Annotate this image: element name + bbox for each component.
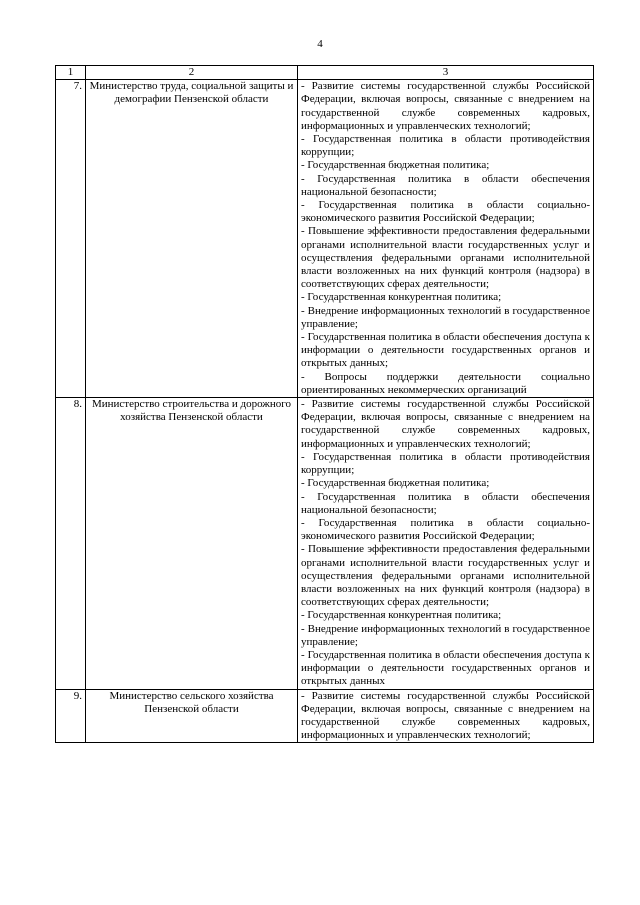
list-item: - Повышение эффективности предоставления федеральными органами исполнительной власти государственных услуг и осуществления федеральными органами исполнительной власти возложенных на них функций контроля (надзора) в соответствующих сферах деятельности; xyxy=(301,543,590,609)
header-col-3: 3 xyxy=(298,66,594,80)
list-item: - Государственная политика в области обеспечения национальной безопасности; xyxy=(301,172,590,198)
list-item: - Государственная конкурентная политика; xyxy=(301,609,502,622)
list-item: - Государственная политика в области обеспечения доступа к информации о деятельности государственных органов и открытых данных; xyxy=(301,331,590,370)
list-item: - Государственная политика в области социально-экономического развития Российской Федерации; xyxy=(301,199,590,225)
table-row xyxy=(56,689,594,743)
row-number: 8. xyxy=(56,398,86,689)
list-item: - Государственная бюджетная политика; xyxy=(301,477,490,490)
row-number: 9. xyxy=(56,689,86,743)
list-item: - Государственная бюджетная политика; xyxy=(301,159,490,172)
list-item: - Внедрение информационных технологий в государственное управление; xyxy=(301,304,590,330)
list-item: - Развитие системы государственной службы Российской Федерации, включая вопросы, связанные с внедрением на государственной службе современных кадровых, информационных и управленческих технологий; xyxy=(301,80,590,132)
list-item: - Развитие системы государственной службы Российской Федерации, включая вопросы, связанные с внедрением на государственной службе современных кадровых, информационных и управленческих технологий; xyxy=(301,689,590,742)
responsibilities-cell xyxy=(298,689,594,743)
responsibilities-cell xyxy=(298,398,594,689)
organization-name: Министерство строительства и дорожного хозяйства Пензенской области xyxy=(86,398,298,689)
list-item: - Повышение эффективности предоставления федеральными органами исполнительной власти государственных услуг и осуществления федеральными органами исполнительной власти возложенных на них функций контроля (надзора) в соответствующих сферах деятельности; xyxy=(301,225,590,291)
list-item: - Вопросы поддержки деятельности социально ориентированных некоммерческих организаций xyxy=(301,370,590,396)
page-number: 4 xyxy=(317,38,323,50)
header-row xyxy=(56,66,594,80)
list-item: - Государственная политика в области обеспечения доступа к информации о деятельности государственных органов и открытых данных xyxy=(301,648,590,688)
organization-name: Министерство сельского хозяйства Пензенской области xyxy=(86,689,298,743)
list-item: - Государственная политика в области противодействия коррупции; xyxy=(301,133,590,159)
list-item: - Государственная конкурентная политика; xyxy=(301,291,502,304)
list-item: - Внедрение информационных технологий в государственное управление; xyxy=(301,622,590,648)
organization-name: Министерство труда, социальной защиты и демографии Пензенской области xyxy=(86,80,298,398)
list-item: - Государственная политика в области обеспечения национальной безопасности; xyxy=(301,490,590,516)
list-item: - Государственная политика в области социально-экономического развития Российской Федерации; xyxy=(301,516,590,543)
responsibilities-cell xyxy=(298,80,594,398)
list-item: - Развитие системы государственной службы Российской Федерации, включая вопросы, связанные с внедрением на государственной службе современных кадровых, информационных и управленческих технологий; xyxy=(301,398,590,450)
row-number: 7. xyxy=(56,80,86,398)
table-row xyxy=(56,80,594,398)
table-row xyxy=(56,398,594,689)
header-col-1: 1 xyxy=(56,66,86,80)
header-col-2: 2 xyxy=(86,66,298,80)
document-table xyxy=(55,65,594,743)
list-item: - Государственная политика в области противодействия коррупции; xyxy=(301,450,590,477)
